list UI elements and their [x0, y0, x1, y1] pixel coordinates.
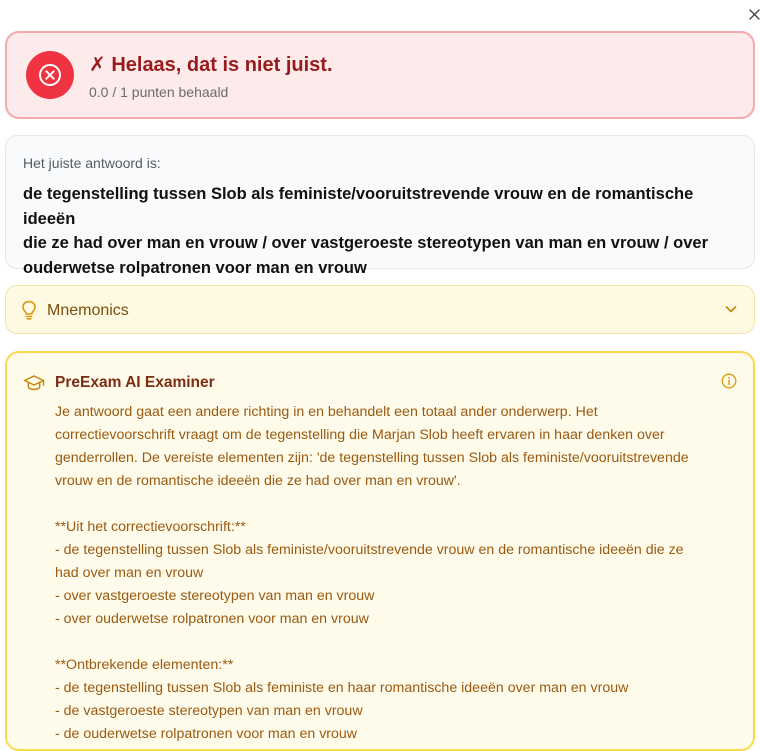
list-item: - over ouderwetse rolpatronen voor man en vrouw	[55, 611, 369, 627]
answer-label: Het juiste antwoord is:	[23, 155, 161, 171]
ai-examiner-card	[5, 351, 755, 751]
info-icon[interactable]	[721, 373, 737, 389]
mnemonics-accordion[interactable]	[5, 285, 755, 334]
list-item: - de vastgeroeste stereotypen van man en vrouw	[55, 703, 363, 719]
graduation-cap-icon	[23, 374, 45, 392]
correct-answer-card	[5, 135, 755, 277]
list-item: - over vastgeroeste stereotypen van man en vrouw	[55, 588, 375, 604]
result-banner	[5, 31, 755, 119]
score-text: 0.0 / 1 punten behaald	[89, 84, 229, 100]
feedback-line: vrouw en de romantische ideeën die ze had over man en vrouw'.	[55, 473, 461, 489]
x-circle-icon	[26, 51, 74, 99]
list-item: - de tegenstelling tussen Slob als feministe en haar romantische ideeën over man en vrouw	[55, 680, 629, 696]
section-heading: **Ontbrekende elementen:**	[55, 657, 234, 673]
close-icon	[749, 9, 760, 20]
list-item: - de tegenstelling tussen Slob als feministe/vooruitstrevende vrouw en de romantische ideeën die ze	[55, 542, 684, 558]
answer-line: de tegenstelling tussen Slob als feministe/vooruitstrevende vrouw en de romantische ideeën	[23, 185, 694, 228]
section-heading: **Uit het correctievoorschrift:**	[55, 519, 246, 535]
list-item: had over man en vrouw	[55, 565, 204, 581]
spacer	[55, 631, 745, 654]
feedback-line: correctievoorschrift vraagt om de tegenstelling die Marjan Slob heeft ervaren in haar denken over	[55, 427, 665, 443]
feedback-line: genderrollen. De vereiste elementen zijn: 'de tegenstelling tussen Slob als feministe/vooruitstrevende	[55, 450, 689, 466]
answer-text	[23, 182, 743, 280]
feedback-line: Je antwoord gaat een andere richting in en behandelt een totaal ander onderwerp. Het	[55, 404, 598, 420]
list-item: - de ouderwetse rolpatronen voor man en vrouw	[55, 726, 358, 742]
chevron-down-icon	[724, 302, 738, 316]
result-title: ✗ Helaas, dat is niet juist.	[89, 54, 333, 76]
ai-feedback-text	[55, 401, 745, 746]
ai-examiner-title: PreExam AI Examiner	[55, 374, 215, 391]
answer-line: ouderwetse rolpatronen voor man en vrouw	[23, 258, 367, 277]
answer-line: die ze had over man en vrouw / over vastgeroeste stereotypen van man en vrouw / over	[23, 234, 708, 252]
close-button[interactable]	[746, 6, 760, 22]
lightbulb-icon	[21, 300, 37, 320]
mnemonics-label: Mnemonics	[47, 302, 129, 319]
spacer	[55, 493, 745, 516]
